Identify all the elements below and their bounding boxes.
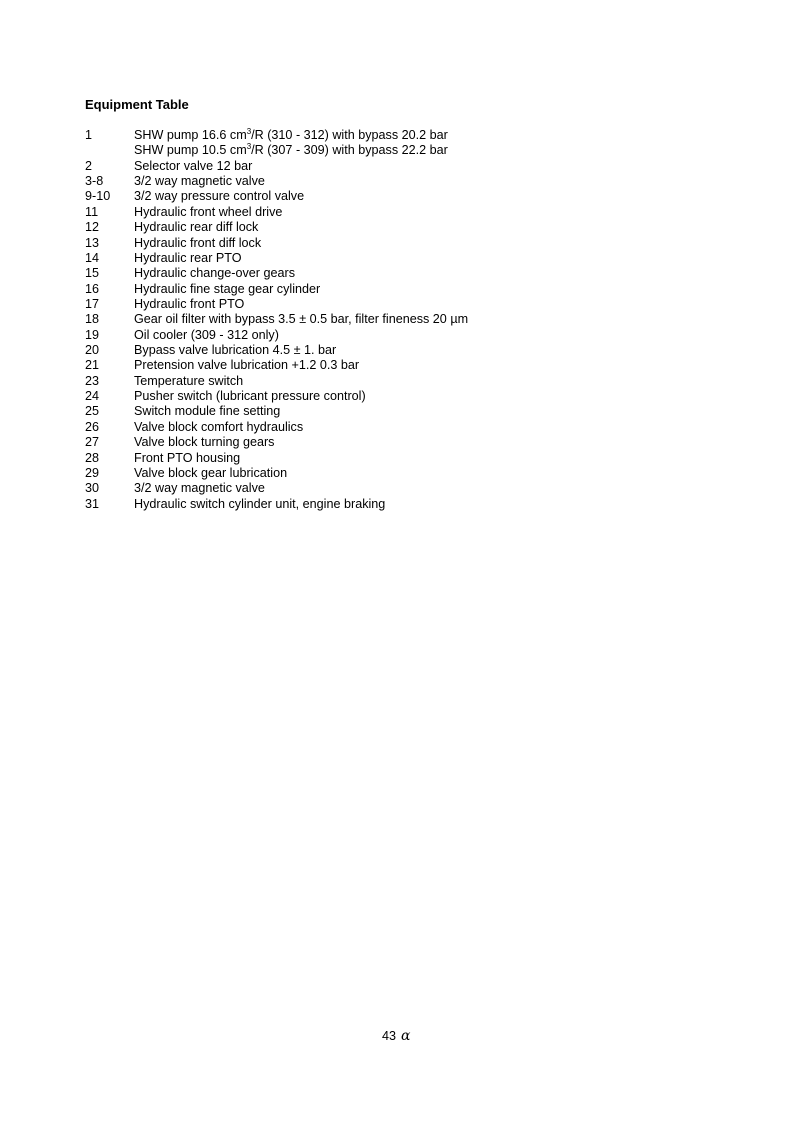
item-description	[134, 435, 274, 450]
item-number: 13	[85, 235, 100, 250]
item-description-text: 3/2 way magnetic valve	[134, 481, 265, 496]
item-description	[134, 328, 279, 343]
equipment-row	[85, 358, 468, 373]
item-description-text: Hydraulic front diff lock	[134, 235, 262, 250]
equipment-row	[85, 297, 468, 312]
equipment-row	[85, 466, 468, 481]
unit-exponent: 3	[246, 142, 252, 152]
equipment-row	[85, 420, 468, 435]
item-number: 24	[85, 389, 100, 404]
equipment-row	[85, 451, 468, 466]
item-description	[134, 251, 242, 266]
item-number: 12	[85, 220, 100, 235]
equipment-row	[85, 236, 468, 251]
item-number: 11	[85, 204, 99, 219]
item-number	[85, 143, 134, 158]
item-description	[134, 189, 304, 204]
item-description	[134, 282, 320, 297]
item-description-text: Hydraulic switch cylinder unit, engine braking	[134, 496, 386, 511]
equipment-row	[85, 282, 468, 297]
equipment-row	[85, 159, 468, 174]
item-number: 23	[85, 373, 100, 388]
item-description	[134, 481, 265, 496]
equipment-row	[85, 312, 468, 327]
item-description-text: Front PTO housing	[134, 450, 241, 465]
item-number: 21	[85, 358, 100, 373]
equipment-row	[85, 128, 468, 143]
equipment-row	[85, 481, 468, 496]
item-description-text: Hydraulic rear PTO	[134, 250, 242, 265]
item-description-text: 3/2 way pressure control valve	[134, 189, 305, 204]
item-description-text: Pretension valve lubrication +1.2 0.3 bar	[134, 358, 360, 373]
item-description-text: /R (310 - 312) with bypass 20.2 bar	[251, 128, 448, 142]
item-description	[134, 174, 265, 189]
equipment-row	[85, 374, 468, 389]
equipment-row	[85, 205, 468, 220]
item-description-text: Pusher switch (lubricant pressure control)	[134, 389, 366, 404]
item-number: 29	[85, 465, 100, 480]
item-description-text: /R (307 - 309) with bypass 22.2 bar	[251, 143, 448, 158]
item-description-text: Oil cooler (309 - 312 only)	[134, 327, 279, 342]
item-description	[134, 220, 258, 235]
item-description-text: SHW pump 16.6 cm	[134, 128, 247, 142]
item-number: 17	[85, 296, 100, 311]
item-number: 19	[85, 327, 100, 342]
item-description	[134, 236, 261, 251]
item-number: 16	[85, 281, 100, 296]
item-description	[134, 404, 280, 419]
item-number: 25	[85, 404, 100, 419]
item-description	[134, 143, 448, 158]
item-description-text: Gear oil filter with bypass 3.5 ± 0.5 bar, filter fineness 20 µm	[134, 312, 469, 327]
equipment-row	[85, 251, 468, 266]
item-number: 9-10	[85, 189, 111, 204]
item-description	[134, 312, 468, 327]
item-number: 14	[85, 250, 100, 265]
equipment-row	[85, 389, 468, 404]
item-description-text: SHW pump 10.5 cm	[134, 143, 247, 158]
page-number-suffix: α	[401, 1028, 411, 1044]
item-description-text: Hydraulic fine stage gear cylinder	[134, 281, 321, 296]
item-number: 30	[85, 481, 100, 496]
equipment-row	[85, 404, 468, 419]
item-description	[134, 128, 448, 143]
item-description-text: Valve block gear lubrication	[134, 465, 288, 480]
equipment-row	[85, 143, 468, 158]
equipment-row	[85, 435, 468, 450]
item-number: 20	[85, 343, 100, 358]
item-description-text: Hydraulic change-over gears	[134, 266, 296, 281]
item-description-text: Valve block turning gears	[134, 435, 275, 450]
item-number: 1	[85, 128, 93, 142]
unit-exponent: 3	[246, 127, 252, 136]
equipment-row	[85, 189, 468, 204]
equipment-row	[85, 266, 468, 281]
item-description	[134, 159, 252, 174]
item-description	[134, 358, 359, 373]
item-description	[134, 343, 336, 358]
item-description	[134, 266, 295, 281]
equipment-row	[85, 328, 468, 343]
equipment-row	[85, 174, 468, 189]
item-description-text: 3/2 way magnetic valve	[134, 174, 265, 189]
item-number: 18	[85, 312, 100, 327]
item-description	[134, 297, 244, 312]
item-description-text: Temperature switch	[134, 373, 244, 388]
item-description	[134, 374, 243, 389]
item-description-text: Hydraulic front wheel drive	[134, 204, 283, 219]
item-description	[134, 420, 303, 435]
item-description	[134, 466, 287, 481]
item-description-text: Selector valve 12 bar	[134, 158, 253, 173]
equipment-row	[85, 497, 468, 512]
equipment-row	[85, 343, 468, 358]
equipment-row	[85, 220, 468, 235]
item-number: 27	[85, 435, 100, 450]
item-description	[134, 451, 240, 466]
page-footer	[382, 1028, 410, 1044]
item-description	[134, 205, 282, 220]
item-description-text: Switch module fine setting	[134, 404, 281, 419]
item-description	[134, 389, 366, 404]
item-number: 28	[85, 450, 100, 465]
item-description-text: Hydraulic front PTO	[134, 296, 245, 311]
item-description-text: Bypass valve lubrication 4.5 ± 1. bar	[134, 343, 337, 358]
page-title: Equipment Table	[85, 97, 189, 112]
item-description-text: Valve block comfort hydraulics	[134, 419, 304, 434]
item-number: 31	[85, 496, 100, 511]
item-description-text: Hydraulic rear diff lock	[134, 220, 259, 235]
item-description	[134, 497, 385, 512]
item-number: 3-8	[85, 174, 104, 189]
item-number: 2	[85, 158, 93, 173]
item-number: 15	[85, 266, 100, 281]
item-number: 26	[85, 419, 100, 434]
equipment-list	[85, 128, 468, 512]
page-number: 43	[382, 1029, 397, 1043]
